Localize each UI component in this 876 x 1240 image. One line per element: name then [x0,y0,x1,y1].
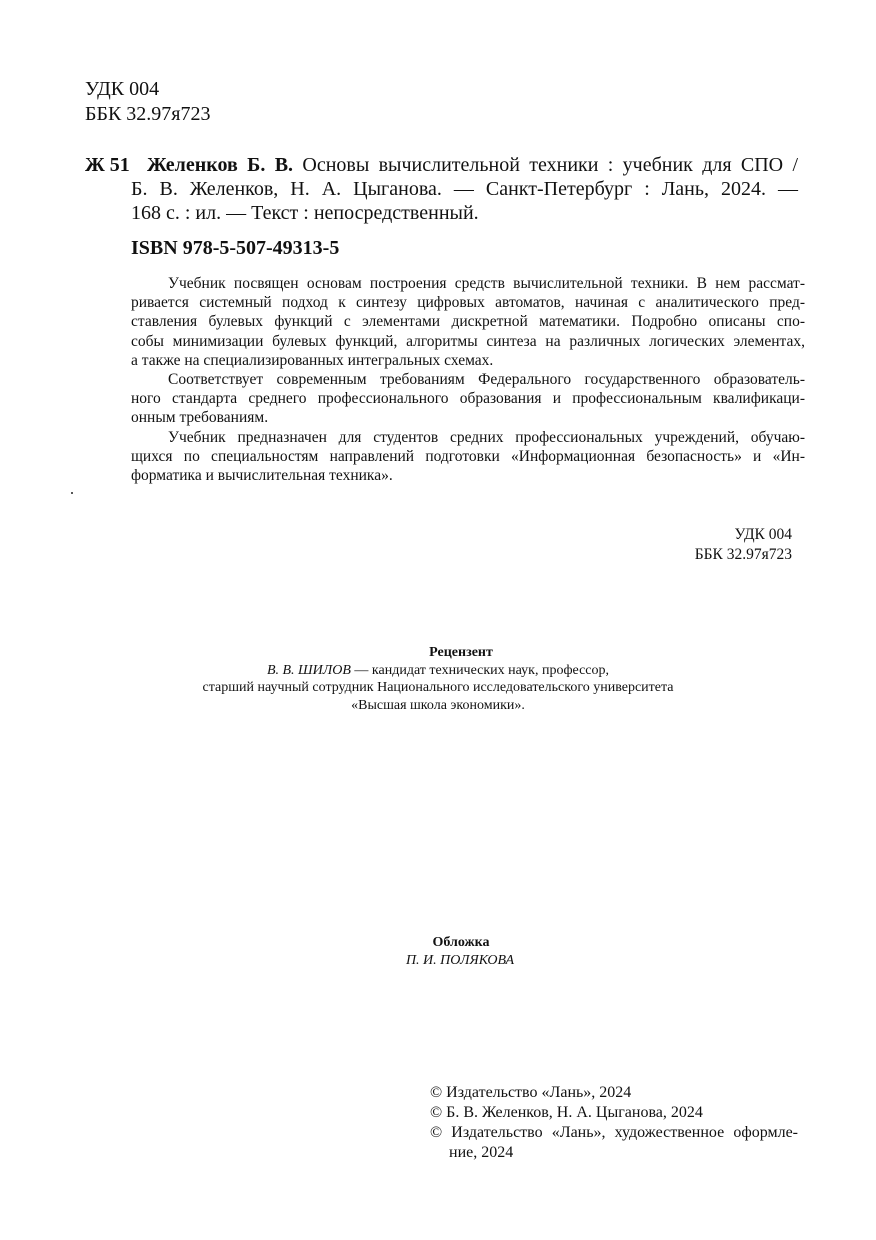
entry-author: Желенков Б. В. [147,154,294,176]
reviewer-line: «Высшая школа экономики». [351,697,525,713]
cover-heading: Обложка [432,935,490,950]
annotation-line: собы минимизации булевых функций, алгоритмы синтеза на различных логических элементах, [131,332,805,350]
annotation-line: форматика и вычислительная техника». [131,467,393,485]
copyright-line: © Издательство «Лань», 2024 [430,1084,632,1101]
copyright-line: © Б. В. Желенков, Н. А. Цыганова, 2024 [430,1104,703,1121]
annotation-line: ривается системный подход к синтезу цифровых автоматов, начиная с аналитического пред- [131,294,805,312]
copyright-line: © Издательство «Лань», художественное оформле- [430,1124,798,1141]
entry-first-line [85,153,798,177]
annotation-line: ставления булевых функций с элементами дискретной математики. Подробно описаны спо- [131,313,805,331]
reviewer-heading: Рецензент [429,645,493,660]
bibliographic-entry [85,153,798,225]
annotation-line: онным требованиям. [131,409,269,427]
entry-title: Основы вычислительной техники : учебник для СПО / [302,154,799,176]
classification-codes-bottom [695,525,792,565]
reviewer-block [0,644,876,714]
entry-line: 168 с. : ил. — Текст : непосредственный. [131,202,479,224]
copyright-block [430,1083,798,1163]
annotation-line: щихся по специальностям направлений подготовки «Информационная безопасность» и «Ин- [131,447,805,465]
copyright-line: ние, 2024 [449,1144,514,1161]
cover-designer: П. И. ПОЛЯКОВА [405,952,515,968]
reviewer-line [0,662,876,680]
isbn: ISBN 978-5-507-49313-5 [131,237,340,259]
reviewer-line: старший научный сотрудник Национального исследовательского университета [202,680,674,695]
annotation-line: Учебник посвящен основам построения средств вычислительной техники. В нем рассмат- [168,275,805,292]
annotation-line: ного стандарта среднего профессионального образования и профессиональным квалификаци- [131,390,805,408]
annotation-line: а также на специализированных интегральных схемах. [131,351,494,369]
bbk-code: ББК 32.97я723 [85,103,211,125]
annotation-line: Учебник предназначен для студентов средних профессиональных учреждений, обучаю- [168,428,805,446]
udk-code: УДК 004 [85,78,160,100]
annotation [131,274,805,485]
reviewer-name: В. В. ШИЛОВ [266,662,351,678]
udk-code: УДК 004 [734,526,792,543]
stray-dot-mark [71,492,73,494]
cover-credit-block [0,934,876,969]
entry-line: Б. В. Желенков, Н. А. Цыганова. — Санкт-Петербург : Лань, 2024. — [131,178,798,200]
entry-title-line [147,153,798,177]
annotation-line: Соответствует современным требованиям Федерального государственного образователь- [168,371,805,389]
author-mark-code: Ж 51 [85,154,130,176]
bbk-code: ББК 32.97я723 [694,546,792,563]
reviewer-title: — кандидат технических наук, профессор, [354,662,610,678]
classification-codes-top [85,77,211,127]
